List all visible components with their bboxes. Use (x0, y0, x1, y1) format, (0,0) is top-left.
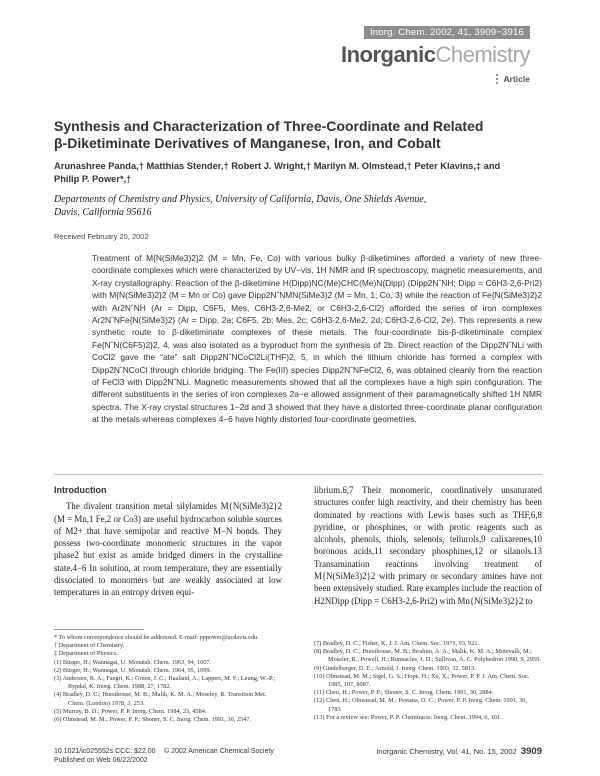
footnote-item: (3) Andersen, R. A.; Faegri, K.; Green, J. C.; Haaland, A.; Lappert, M. F.; Leung, W.-P.; Rypdal, K. Inorg. Chem. 1988, 27, 1782. (54, 675, 276, 691)
authors-line-2: Philip P. Power*,† (54, 174, 132, 184)
intro-paragraph-right: librium.6,7 Their monomeric, coordinatively unsaturated structures confer high reactivity, and their chemistry has been dominated by reactions with Lewis bases such as THF,6,8 pyridine, or phosphines, or with protic reagents such as alcohols, phenols, thiols, selenols, tellurols,9 calixarenes,10 boronous acids,11 secondary phosphines,12 or silanols.13 Transamination reactions involving treatment of M{N(SiMe3)2}2 with primary or secondary amines have not been extensively studied. Rare examples include the reaction of H2NDipp (Dipp = C6H3-2,6-Pri2) with Mn{N(SiMe3)2}2 to (314, 485, 542, 606)
footnote-item: (1) Bürger, H.; Wannagat, U. Monatsh. Chem. 1963, 94, 1007. (54, 658, 212, 666)
authors-line-1: Arunashree Panda,† Matthias Stender,† Robert J. Wright,† Marilyn M. Olmstead,† Peter Klavins,‡ and (54, 161, 501, 171)
affiliation-line-2: Davis, California 95616 (54, 206, 152, 218)
abstract: Treatment of M{N(SiMe3)2}2 (M = Mn, Fe, Co) with various bulky β-diketimines afforded a variety of new three-coordinate complexes which were characterized by UV−vis, 1H NMR and IR spectroscopy, magnetic measurements, and X-ray crystallography. Reaction of the β-diketimine H(Dipp)NC(Me)CHC(Me)N(Dipp) (Dipp2NˆNH; Dipp = C6H3-2,6-Pri2) with M{N(SiMe3)2}2 (M = Mn or Co) gave Dipp2NˆNMN(SiMe3)2 (M = Mn, 1; Co, 3) while the reaction of Fe{N(SiMe3)2}2 with Ar2NˆNH (Ar = Dipp, C6F5, Mes, C6H3-2,6-Me2, or C6H3-2,6-Cl2) afforded the series of iron complexes Ar2NˆNFe{N(SiMe3)2} (Ar = Dipp, 2a; C6F5, 2b; Mes, 2c; C6H3-2,6-Me2, 2d; C6H3-2,6-Cl2, 2e). This represents a new synthetic route to β-diketiminate complexes of these metals. The four-coordinate bis-β-diketiminate complex Fe{NˆN(C6F5)2}2, 4, was also isolated as a byproduct from the synthesis of 2b. Direct reaction of the Dipp2NˆNLi with CoCl2 gave the “ate” salt Dipp2NˆNCoCl2Li(THF)2, 5, in which the lithium chloride has formed a complex with Dipp2NˆNCoCl through chloride bridging. The Fe(III) species Dipp2NˆNFeCl2, 6, was obtained cleanly from the reaction of FeCl3 with Dipp2NˆNLi. Magnetic measurements showed that all the complexes have a high spin configuration. The different substituents in the series of iron complexes 2a−e allowed assignment of their paramagnetically shifted 1H NMR spectra. The X-ray crystal structures 1−2d and 3 showed that they have a distorted three-coordinate planar configuration at the metals whereas complexes 4−6 have highly distorted four-coordinate geometries. (92, 253, 542, 425)
footer-journal-info (376, 746, 542, 757)
footnote-item: ‡ Department of Physics. (54, 650, 118, 658)
journal-info: Inorganic Chemistry, Vol. 41, No. 15, 2002 (376, 747, 517, 756)
footnote-item: (12) Chen, H.; Olmstead, M. M.; Pestana, D. C.; Power, P. P. Inorg. Chem. 1991, 30, 1783. (314, 697, 528, 713)
affiliation-line-1: Departments of Chemistry and Physics, University of California, Davis, One Shields Avenue, (54, 194, 427, 205)
affiliation (54, 194, 474, 219)
footnote-item: (2) Bürger, H.; Wannagat, U. Monatsh. Chem. 1964, 95, 1099. (54, 666, 212, 674)
footnote-item: (7) Bradley, D. C.; Fisher, K. J. J. Am. Chem. Soc. 1971, 93, 921. (314, 640, 480, 647)
footnote-item: (10) Olmstead, M. M.; Sigel, G. S.; Hope, H.; Xu, X.; Power, P. P. J. Am. Chem. Soc. 1985, 107, 8087. (314, 672, 530, 689)
footnote-item: (13) For a review see: Power, P. P. Chemtracts: Inorg. Chem. 1994, 6, 101. (314, 713, 502, 721)
article-label: Article (496, 74, 530, 84)
received-date: Received February 20, 2002 (54, 232, 149, 241)
journal-logo (341, 42, 530, 68)
footnotes-left (54, 634, 282, 724)
intro-paragraph-left: The divalent transition metal silylamides M{N(SiMe3)2}2 (M = Mn,1 Fe,2 or Co3) are useful hydrocarbon soluble sources of M2+ that have semipolar and reactive M−N bonds. They possess two-coordinate monomeric structures in the vapor phase2 but exist as amide bridged dimers in the crystalline state.4−6 In solution, at room temperature, they are essentially dissociated to monomers but are weakly associated at low temperatures in an entropy driven equi- (54, 501, 282, 598)
published-line: Published on Web 06/22/2002 (54, 756, 148, 764)
footnotes-right (314, 640, 542, 722)
footnote-item: (11) Chen, H.; Power, P. P.; Shoner, S. C. Inorg. Chem. 1991, 30, 2884. (314, 689, 494, 697)
page-number: 3909 (520, 746, 542, 757)
journal-logo-light: Chemistry (435, 42, 530, 67)
footer-doi (54, 748, 156, 765)
intro-column-left (54, 484, 282, 599)
divider (54, 474, 542, 475)
footnote-item: * To whom correspondence should be addressed. E-mail: pppower@ucdavis.edu. (54, 634, 259, 641)
title-line-2: β-Diketiminate Derivatives of Manganese, Iron, and Cobalt (54, 135, 441, 151)
footer-copyright: © 2002 American Chemical Society (164, 748, 274, 755)
footnote-item: (4) Bradley, D. C.; Hursthouse, M. B.; Malik, K. M. A.; Moseley, R. Transition Met. Chem. (London) 1978, 3, 253. (54, 691, 267, 707)
section-heading: Introduction (54, 485, 107, 495)
footnote-item: (9) Gindelberger, D. E.; Arnold, J. Inorg. Chem. 1993, 32, 5813. (314, 664, 476, 672)
intro-column-right (314, 484, 542, 607)
footnote-item: † Department of Chemistry. (54, 642, 125, 650)
footnote-item: (8) Bradley, D. C.; Hursthouse, M. B.; Ibrahim, A. A.; Malik, K. M. A.; Motevalli, M.; Moseler, R.; Powell, H.; Runnacles, J. D.; Sullivan, A. C. Polyhedron 1990, 9, 2959. (314, 648, 541, 664)
article-title (54, 118, 534, 152)
title-line-1: Synthesis and Characterization of Three-Coordinate and Related (54, 118, 484, 134)
journal-logo-bold: Inorganic (340, 42, 436, 67)
footnote-divider (54, 629, 144, 630)
doi-line: 10.1021/ic025552s CCC: $22.00 (54, 748, 156, 755)
footnote-item: (6) Olmstead, M. M.; Power, P. P.; Shoner, S. C. Inorg. Chem. 1991, 30, 2547. (54, 716, 252, 724)
journal-citation: Inorg. Chem. 2002, 41, 3909−3916 (364, 26, 530, 39)
author-list (54, 160, 534, 186)
footnote-item: (5) Murray, B. D.; Power, P. P. Inorg. Chem. 1984, 23, 4584. (54, 707, 207, 715)
